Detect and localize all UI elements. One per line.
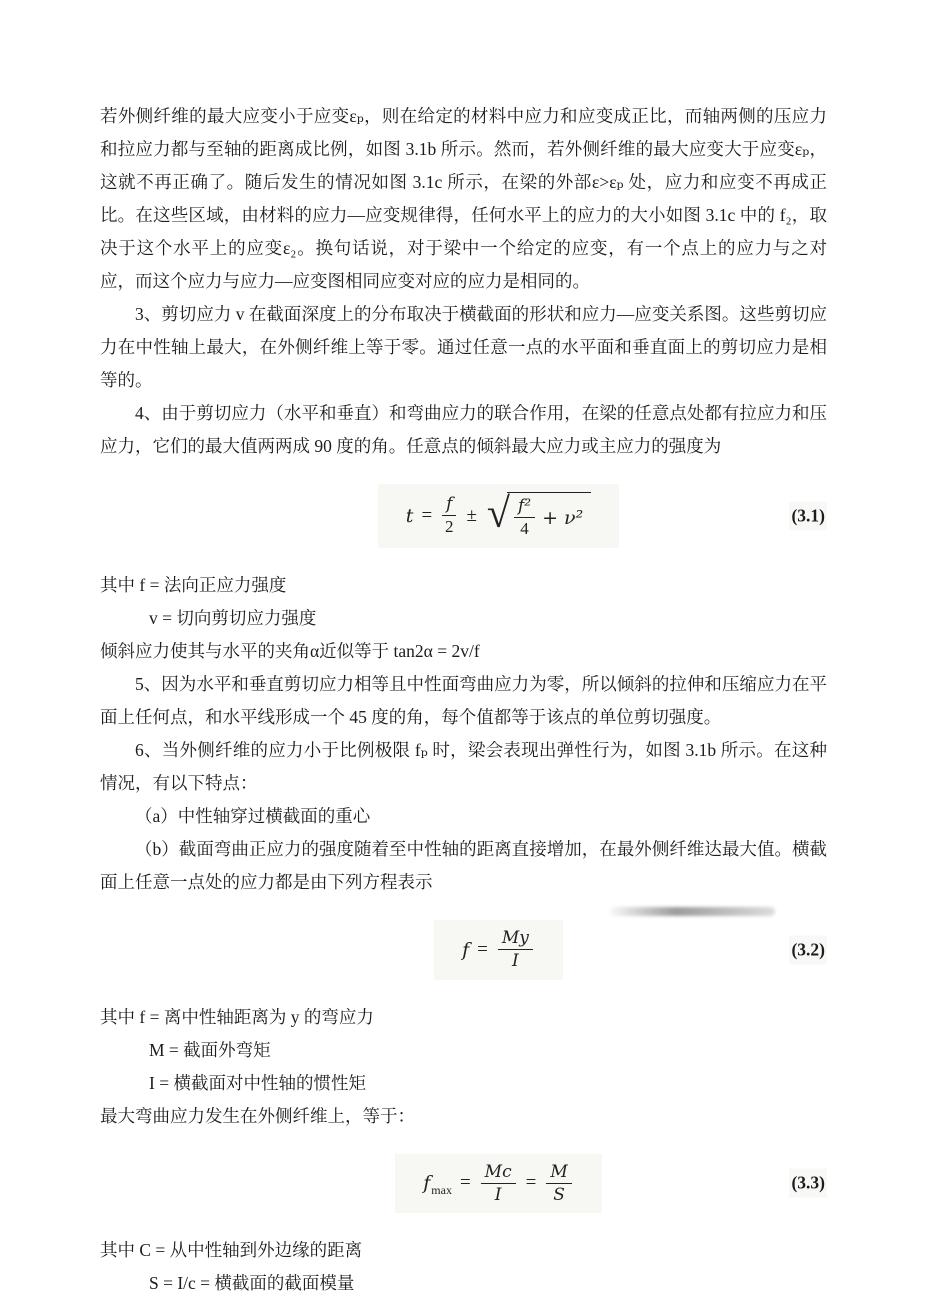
paragraph-max-bending-stress: 最大弯曲应力发生在外侧纤维上，等于： <box>100 1105 415 1126</box>
eq1-frac2-numerator: f² <box>514 496 535 518</box>
eq3-lhs-subscript: max <box>431 1183 452 1198</box>
definition-M-moment: M = 截面外弯矩 <box>149 1039 271 1060</box>
eq1-frac1-denominator: 2 <box>445 517 454 537</box>
eq2-equals: = <box>477 938 488 960</box>
eq3-frac1-numerator: Mc <box>481 1162 516 1184</box>
eq3-fraction-Mc-over-I <box>481 1162 516 1206</box>
eq1-radicand <box>507 492 591 540</box>
eq1-plus-minus: ± <box>466 504 477 526</box>
eq2-fraction-My-over-I <box>498 928 533 972</box>
eq1-fraction-f-over-2 <box>442 494 456 538</box>
eq1-lhs: t <box>405 504 414 527</box>
definition-v-shear-stress: v = 切向剪切应力强度 <box>149 607 317 628</box>
eq3-lhs: f <box>423 1172 431 1195</box>
paragraph-item-4: 4、由于剪切应力（水平和垂直）和弯曲应力的联合作用，在梁的任意点处都有拉应力和压应力，它们的最大值两两成 90 度的角。任意点的倾斜最大应力或主应力的强度为 <box>100 403 827 456</box>
eq1-frac1-numerator: f <box>442 494 456 516</box>
definition-f-bending-stress: 其中 f = 离中性轴距离为 y 的弯应力 <box>100 1006 374 1027</box>
eq3-frac1-denominator: I <box>494 1184 502 1205</box>
eq3-frac2-denominator: S <box>553 1184 565 1205</box>
eq1-equals: = <box>421 504 433 526</box>
eq3-equals-2: = <box>525 1172 537 1194</box>
equation-3-1-math <box>406 492 591 540</box>
definition-I-inertia: I = 横截面对中性轴的惯性矩 <box>149 1072 366 1093</box>
definition-C-distance: 其中 C = 从中性轴到外边缘的距离 <box>100 1240 363 1261</box>
eq3-frac2-numerator: M <box>546 1162 571 1184</box>
eq2-frac-denominator: I <box>512 951 519 972</box>
equation-3-2 <box>434 920 563 980</box>
list-item-b: （b）截面弯曲正应力的强度随着至中性轴的距离直接增加，在最外侧纤维达最大值。横截面上任意一点处的应力都是由下列方程表示 <box>100 838 827 892</box>
scan-artifact <box>610 907 775 916</box>
eq3-fraction-M-over-S <box>546 1162 571 1206</box>
eq3-equals-1: = <box>459 1172 471 1194</box>
equation-3-3-math <box>423 1162 574 1206</box>
equation-3-2-row <box>100 920 827 980</box>
eq1-fraction-f2-over-4 <box>514 496 535 540</box>
equation-number-3-1: (3.1) <box>789 501 827 530</box>
equation-3-3 <box>395 1154 602 1214</box>
equation-number-3-2: (3.2) <box>789 935 827 964</box>
eq1-frac2-denominator: 4 <box>520 519 529 539</box>
equation-3-2-math <box>462 928 535 972</box>
definition-angle-alpha: 倾斜应力使其与水平的夹角α近似等于 tan2α = 2v/f <box>100 640 480 661</box>
definition-f-normal-stress: 其中 f = 法向正应力强度 <box>100 574 287 595</box>
equation-3-1 <box>378 484 619 548</box>
equation-3-1-row <box>100 484 827 548</box>
paragraph-item-3: 3、剪切应力 v 在截面深度上的分布取决于横截面的形状和应力—应变关系图。这些剪切应力在中性轴上最大，在外侧纤维上等于零。通过任意一点的水平面和垂直面上的剪切应力是相等的。 <box>100 304 827 390</box>
paragraph-item-5: 5、因为水平和垂直剪切应力相等且中性面弯曲应力为零，所以倾斜的拉伸和压缩应力在平面上任何点，和水平线形成一个 45 度的角，每个值都等于该点的单位剪切强度。 <box>100 673 827 727</box>
eq2-frac-numerator: My <box>498 928 533 950</box>
equation-3-3-row <box>100 1154 827 1214</box>
paragraph-intro: 若外侧纤维的最大应变小于应变εₚ，则在给定的材料中应力和应变成正比，而轴两侧的压应力和拉应力都与至轴的距离成比例，如图 3.1b 所示。然而，若外侧纤维的最大应变大于应变εₚ，这就不再正确了。随后发生的情况如图 3.1c 所示，在梁的外部ε>εₚ 处，应力和应变不再成正比。在这些区域，由材料的应力—应变规律得，任何水平上的应力的大小如图 3.1c 中的 f₂，取决于这个水平上的应变ε₂。换句话说，对于梁中一个给定的应变，有一个点上的应力与之对应，而这个应力与应力—应变图相同应变对应的应力是相同的。 <box>100 106 827 291</box>
radical-sign-icon: √ <box>486 490 510 537</box>
eq3-lhs-group <box>423 1172 452 1198</box>
eq1-square-root <box>487 492 591 540</box>
eq2-lhs: f <box>462 938 470 961</box>
equation-number-3-3: (3.3) <box>789 1169 827 1198</box>
list-item-a: （a）中性轴穿过横截面的重心 <box>135 805 371 826</box>
eq1-radicand-tail: + ν² <box>542 506 584 529</box>
paragraph-item-6: 6、当外侧纤维的应力小于比例极限 fₚ 时，梁会表现出弹性行为，如图 3.1b 所示。在这种情况，有以下特点： <box>100 739 827 793</box>
definition-S-section-modulus: S = I/c = 横截面的截面模量 <box>149 1273 355 1294</box>
